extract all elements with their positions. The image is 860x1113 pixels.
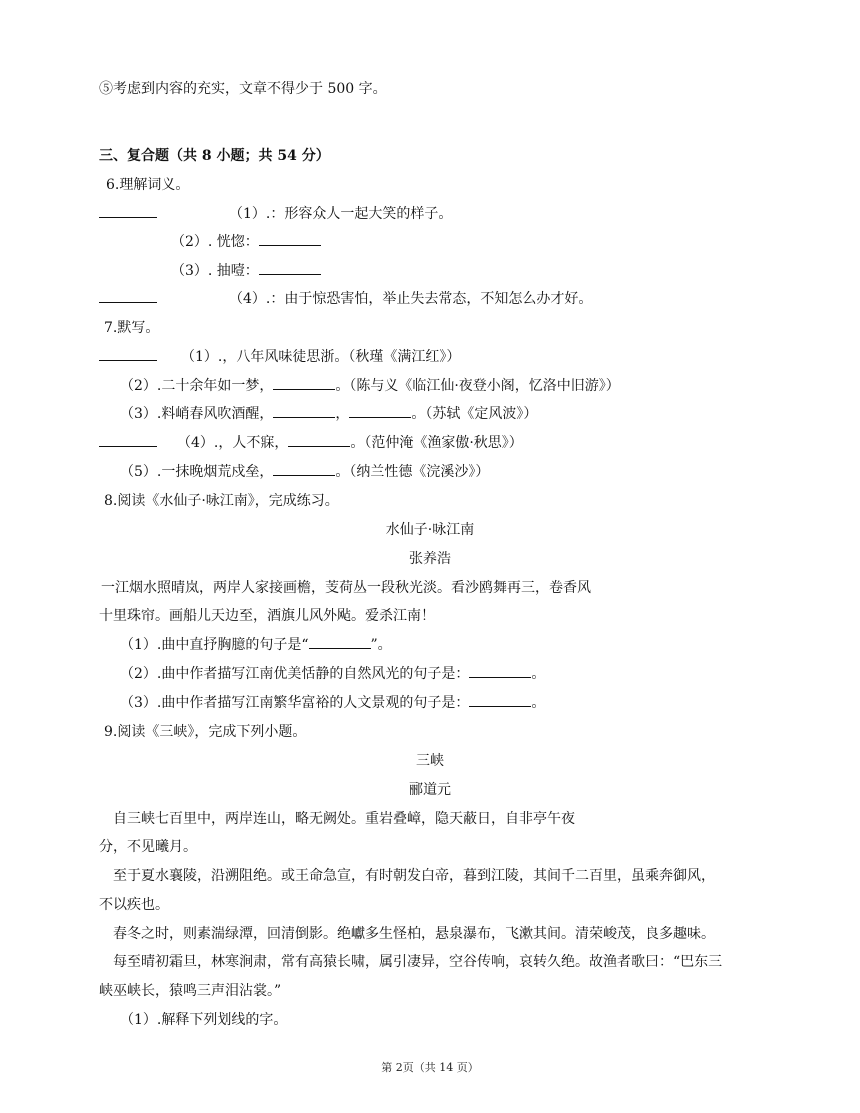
text-author: 郦道元: [409, 782, 451, 798]
question-9: 9.阅读《三峡》，完成下列小题。: [104, 724, 307, 740]
q7-item-3: （3）.料峭春风吹酒醒， ， 。（苏轼《定风波》）: [120, 406, 538, 422]
answer-blank[interactable]: [288, 434, 350, 447]
q6-item-2: （2）. 恍惚：: [171, 233, 321, 251]
answer-blank[interactable]: [99, 205, 157, 218]
paragraph-2b: 不以疾也。: [99, 897, 169, 913]
paragraph-1b: 分，不见曦月。: [99, 839, 197, 855]
answer-blank[interactable]: [99, 290, 157, 303]
paragraph-4b: 峡巫峡长，猿鸣三声泪沾裳。”: [99, 983, 282, 999]
paragraph-4a: 每至晴初霜旦，林寒涧肃，常有高猿长啸，属引凄异，空谷传响，哀转久绝。故渔者歌曰：“巴东三: [113, 954, 723, 970]
answer-blank[interactable]: [273, 405, 335, 418]
question-6: 6.理解词义。: [106, 177, 190, 193]
q8-item-3: （3）.曲中作者描写江南繁华富裕的人文景观的句子是： 。: [120, 695, 546, 711]
poem-line-1: 一江烟水照晴岚，两岸人家接画檐，芰荷丛一段秋光淡。看沙鸥舞再三，卷香风: [101, 580, 591, 596]
question-8: 8.阅读《水仙子·咏江南》，完成练习。: [104, 493, 339, 509]
q6-item-3: （3）. 抽噎：: [171, 262, 321, 280]
answer-blank[interactable]: [259, 262, 321, 275]
q8-item-2: （2）.曲中作者描写江南优美恬静的自然风光的句子是： 。: [120, 666, 546, 682]
q9-item-1: （1）.解释下列划线的字。: [120, 1012, 288, 1028]
q7-item-4: （4）.，人不寐， 。（范仲淹《渔家傲·秋思》）: [99, 434, 523, 452]
q6-item-4: （4）.：由于惊恐害怕，举止失去常态，不知怎么办才好。: [99, 290, 592, 308]
paragraph-2a: 至于夏水襄陵，沿溯阻绝。或王命急宣，有时朝发白帝，暮到江陵，其间千二百里，虽乘奔御风，: [113, 868, 715, 884]
section-heading: 三、复合题（共 8 小题；共 54 分）: [99, 148, 330, 164]
text-title: 三峡: [416, 753, 444, 769]
q7-item-1: （1）.，八年风味徒思浙。（秋瑾《满江红》）: [99, 348, 460, 366]
answer-blank[interactable]: [309, 636, 371, 649]
answer-blank[interactable]: [273, 463, 335, 476]
question-7: 7.默写。: [104, 320, 160, 336]
q6-item-1: （1）.：形容众人一起大笑的样子。: [99, 205, 452, 223]
q7-item-2: （2）.二十余年如一梦， 。（陈与义《临江仙·夜登小阁，忆洛中旧游》）: [120, 378, 620, 394]
q7-item-5: （5）.一抹晚烟荒戍垒， 。（纳兰性德《浣溪沙》）: [120, 464, 490, 480]
poem-line-2: 十里珠帘。画船儿天边至，酒旗儿风外飐。爱杀江南！: [99, 608, 435, 624]
answer-blank[interactable]: [273, 377, 335, 390]
answer-blank[interactable]: [469, 694, 531, 707]
answer-blank[interactable]: [259, 233, 321, 246]
answer-blank[interactable]: [99, 434, 157, 447]
answer-blank[interactable]: [349, 405, 411, 418]
requirement-5: ⑤考虑到内容的充实，文章不得少于 500 字。: [99, 81, 387, 97]
paragraph-1a: 自三峡七百里中，两岸连山，略无阙处。重岩叠嶂，隐天蔽日，自非亭午夜: [113, 811, 575, 827]
answer-blank[interactable]: [99, 348, 157, 361]
answer-blank[interactable]: [469, 665, 531, 678]
paragraph-3: 春冬之时，则素湍绿潭，回清倒影。绝巘多生怪柏，悬泉瀑布，飞漱其间。清荣峻茂，良多趣味。: [113, 926, 715, 942]
page-footer: 第 2页（共 14 页）: [381, 1061, 479, 1074]
poem-title: 水仙子·咏江南: [385, 522, 475, 538]
q8-item-1: （1）.曲中直抒胸臆的句子是“ ”。: [120, 637, 392, 653]
poem-author: 张养浩: [409, 551, 451, 567]
